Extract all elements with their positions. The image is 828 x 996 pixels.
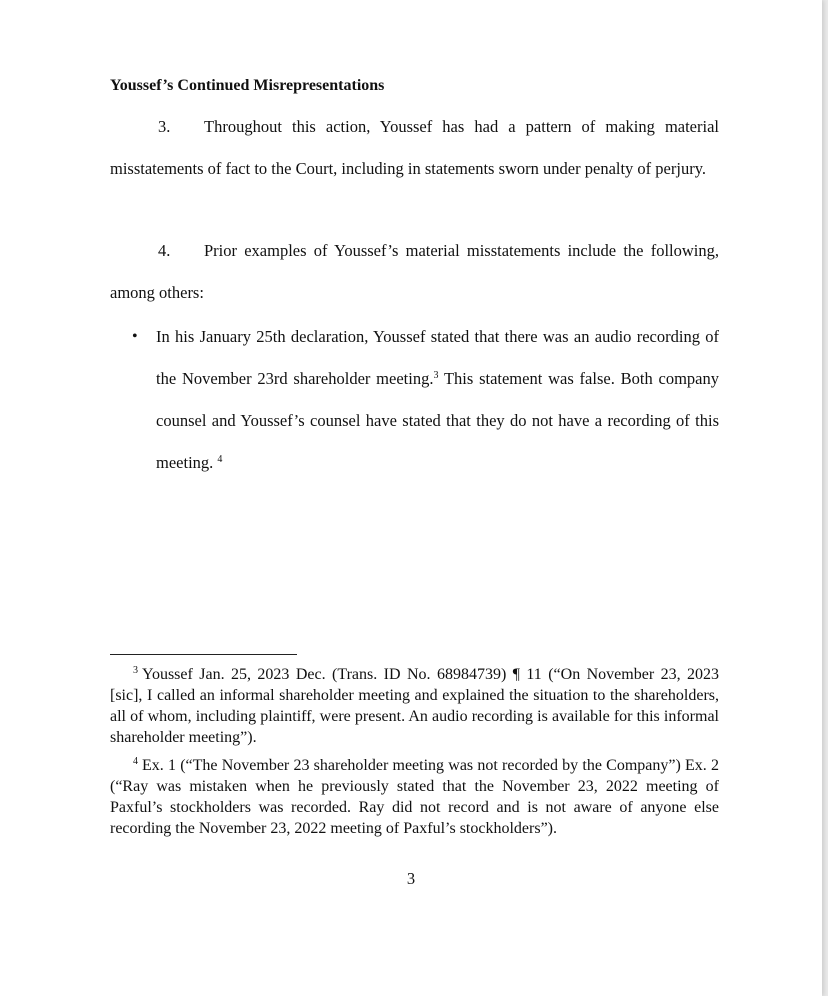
footnote-ref-3[interactable]: 3 <box>433 370 439 381</box>
footnote-ref-4[interactable]: 4 <box>217 454 223 465</box>
footnote-4: $^4$ Ex. 1 (“The November 23 shareholder meeting was not recorded by the Company”) Ex. 2 (“Ray was mistaken when he previously stated that the November 23, 2022 meeting of Paxful’s stockholders was recorded. Ray did not record and is not aware of anyone else recording the November 23, 2022 meeting of Paxful’s stockholders”). <box>110 756 719 837</box>
paragraph-text: Prior examples of Youssef’s material misstatements include the following, among others: <box>110 241 719 302</box>
section-heading: Youssef’s Continued Misrepresentations <box>110 77 385 94</box>
paragraph-number: 4. <box>158 241 171 260</box>
footnote-text: Youssef Jan. 25, 2023 Dec. (Trans. ID No. 68984739) ¶ 11 (“On November 23, 2023 [sic], I called an informal shareholder meeting and explained the situation to the shareholders, all of whom, including plaintiff, were present. An audio recording is available for this informal shareholder meeting”). <box>110 666 719 746</box>
paragraph-3 <box>110 106 719 190</box>
bullet-text <box>156 316 719 484</box>
paragraph-number: 3. <box>158 117 171 136</box>
paragraph-4 <box>110 230 719 314</box>
bullet-text-b: This statement was false. Both company counsel and Youssef’s counsel have stated that they do not have a recording of this meeting. <box>156 369 719 472</box>
page-number: 3 <box>406 869 416 888</box>
footnote-text: Ex. 1 (“The November 23 shareholder meeting was not recorded by the Company”) Ex. 2 (“Ray was mistaken when he previously stated that the November 23, 2022 meeting of Paxful’s stockholders was recorded. Ray did not record and is not aware of anyone else recording the November 23, 2022 meeting of Paxful’s stockholders”). <box>110 757 719 837</box>
footnotes <box>110 664 719 839</box>
footnote-3: $^3$ Youssef Jan. 25, 2023 Dec. (Trans. ID No. 68984739) ¶ 11 (“On November 23, 2023 [sic], I called an informal shareholder meeting and explained the situation to the shareholders, all of whom, including plaintiff, were present. An audio recording is available for this informal shareholder meeting”). <box>110 665 719 746</box>
paragraph-text: Throughout this action, Youssef has had a pattern of making material misstatements of fact to the Court, including in statements sworn under penalty of perjury. <box>110 117 719 178</box>
bullet-dot-icon: • <box>132 328 138 345</box>
bullet-text-a: In his January 25th declaration, Youssef stated that there was an audio recording of the November 23rd shareholder meeting. <box>156 327 719 388</box>
footnote-divider <box>110 654 297 655</box>
bullet-item <box>110 316 719 484</box>
